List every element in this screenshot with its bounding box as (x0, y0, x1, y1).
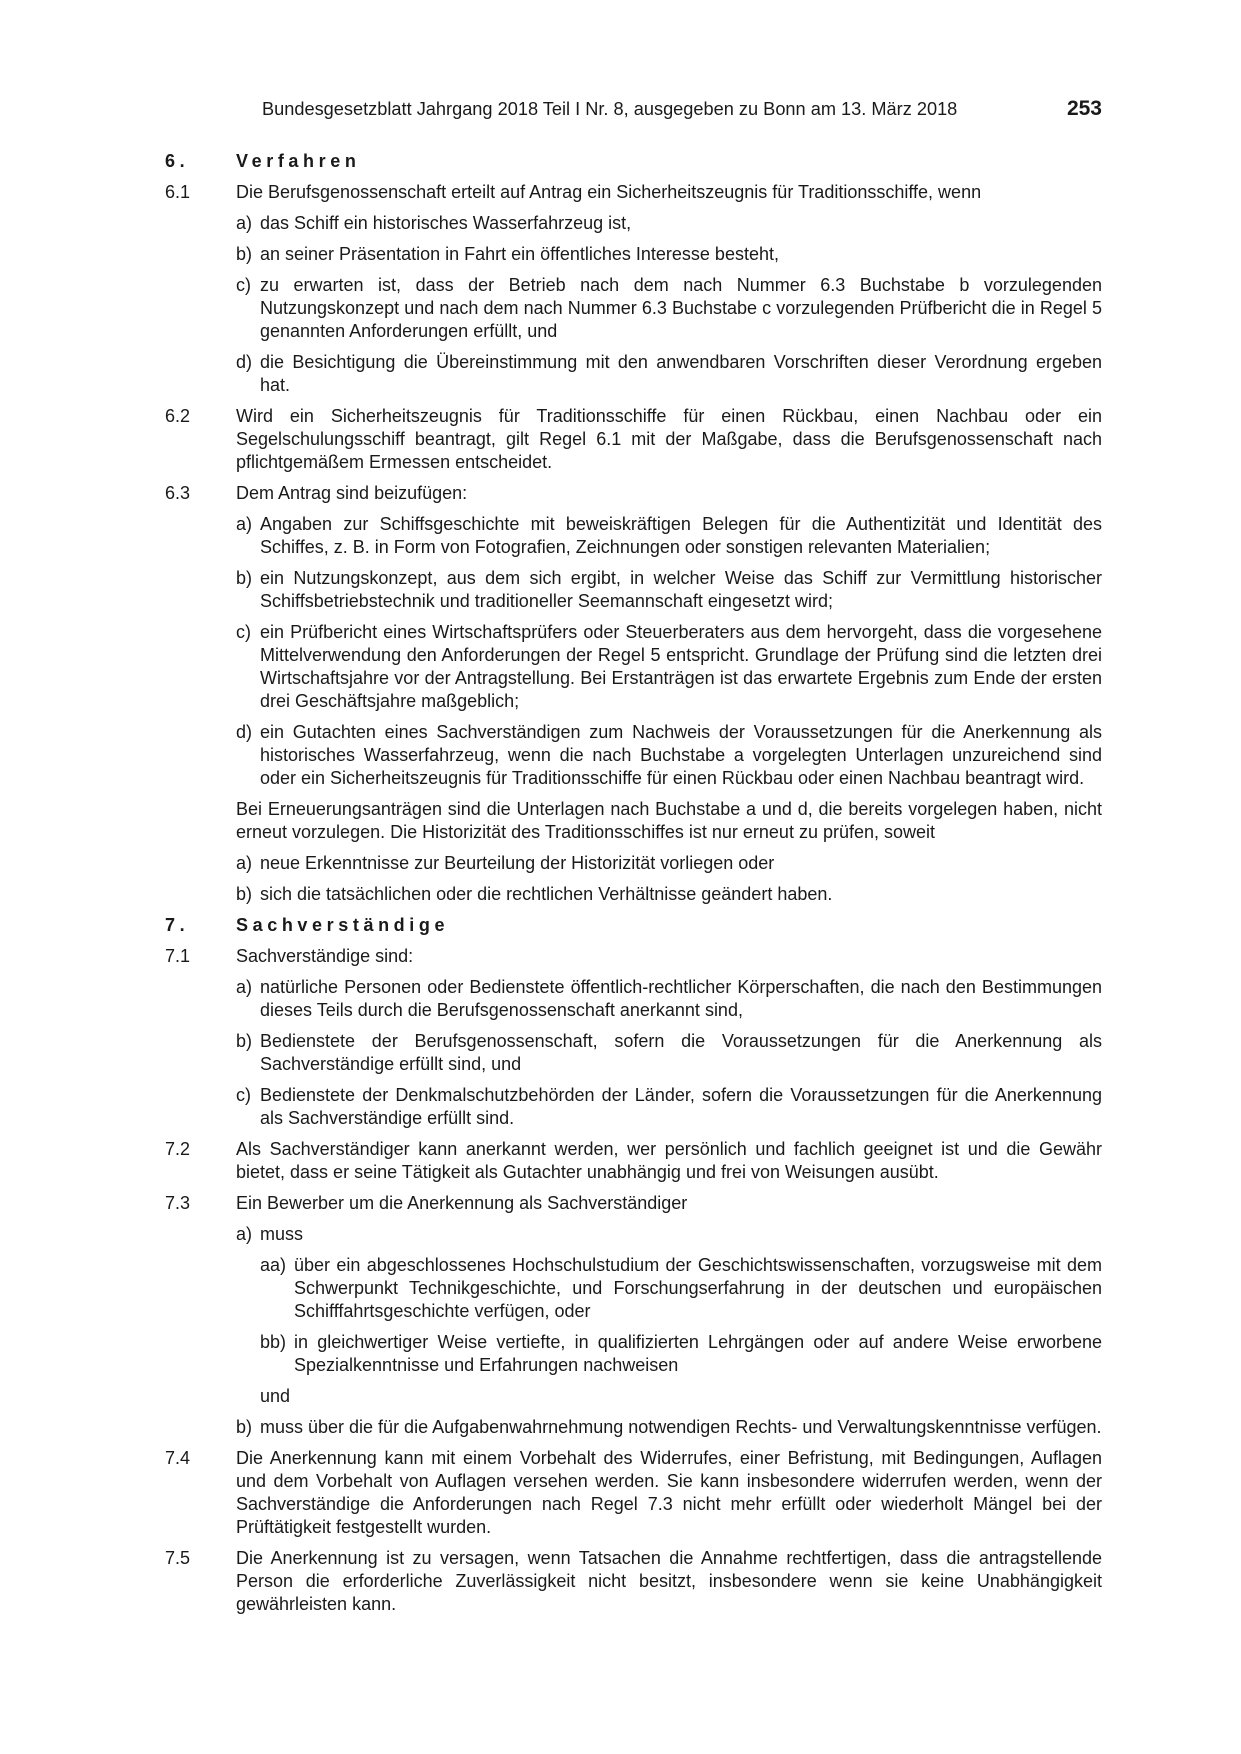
list-item (236, 274, 1102, 343)
list-item (236, 1084, 1102, 1130)
paragraph-7-1 (165, 945, 1102, 968)
list-label: a) (236, 977, 253, 997)
list-text: das Schiff ein historisches Wasserfahrzeug ist, (260, 213, 632, 233)
list-item (236, 1030, 1102, 1076)
section-7-heading (165, 914, 1102, 937)
paragraph-number: 6.3 (165, 483, 191, 503)
section-title: Sachverständige (236, 915, 450, 935)
list-item (236, 721, 1102, 790)
paragraph-text: Dem Antrag sind beizufügen: (236, 483, 468, 503)
paragraph-number: 7.1 (165, 946, 191, 966)
paragraph-text: Ein Bewerber um die Anerkennung als Sachverständiger (236, 1193, 688, 1213)
list-text: in gleichwertiger Weise vertiefte, in qualifizierten Lehrgängen oder auf andere Weise erworbene Spezialkenntnisse und Erfahrungen nachweisen (294, 1332, 1102, 1375)
list-text: an seiner Präsentation in Fahrt ein öffentliches Interesse besteht, (260, 244, 779, 264)
list-label: b) (236, 244, 253, 264)
paragraph-7-3 (165, 1192, 1102, 1215)
paragraph-6-2 (165, 405, 1102, 474)
section-title: Verfahren (236, 151, 361, 171)
list-item (236, 513, 1102, 559)
list-label: a) (236, 1224, 253, 1244)
paragraph-text: Sachverständige sind: (236, 946, 414, 966)
list-label: c) (236, 1085, 251, 1105)
list-label: a) (236, 853, 253, 873)
list-text: ein Nutzungskonzept, aus dem sich ergibt, in welcher Weise das Schiff zur Vermittlung historischer Schiffsbetriebstechnik und traditioneller Seemannschaft eingesetzt wird; (260, 568, 1102, 611)
list-label: b) (236, 884, 253, 904)
list-item (236, 852, 1102, 875)
list-text: Bedienstete der Berufsgenossenschaft, sofern die Voraussetzungen für die Anerkennung als Sachverständige erfüllt sind, und (260, 1031, 1102, 1074)
paragraph-text: Die Anerkennung ist zu versagen, wenn Tatsachen die Annahme rechtfertigen, dass die antragstellende Person die erforderliche Zuverlässigkeit nicht besitzt, insbesondere wenn sie keine Unabhängigkeit gewährleisten kann. (236, 1548, 1102, 1614)
section-6-heading (165, 150, 1102, 173)
list-text: ein Gutachten eines Sachverständigen zum Nachweis der Voraussetzungen für die Anerkennung als historisches Wasserfahrzeug, wenn die nach Buchstabe a vorgelegten Unterlagen unzureichend sind oder ein Sicherheitszeugnis für Traditionsschiffe für einen Rückbau oder einen Nachbau beantragt wird. (260, 722, 1102, 788)
paragraph-text: Die Berufsgenossenschaft erteilt auf Antrag ein Sicherheitszeugnis für Traditionsschiffe, wenn (236, 182, 982, 202)
list-label: d) (236, 722, 253, 742)
section-number: 7. (165, 915, 190, 935)
list-label: b) (236, 1031, 253, 1051)
list-label: a) (236, 514, 253, 534)
list-text: neue Erkenntnisse zur Beurteilung der Historizität vorliegen oder (260, 853, 775, 873)
list-item (236, 1416, 1102, 1439)
list-text: muss über die für die Aufgabenwahrnehmung notwendigen Rechts- und Verwaltungskenntnisse verfügen. (260, 1417, 1102, 1437)
paragraph-number: 7.3 (165, 1193, 191, 1213)
renewal-paragraph: Bei Erneuerungsanträgen sind die Unterlagen nach Buchstabe a und d, die bereits vorgelegen haben, nicht erneut vorzulegen. Die Historizität des Traditionsschiffes ist nur erneut zu prüfen, soweit (236, 799, 1102, 842)
paragraph-6-3 (165, 482, 1102, 505)
page-content (165, 150, 1102, 1624)
list-text: ein Prüfbericht eines Wirtschaftsprüfers oder Steuerberaters aus dem hervorgeht, dass die vorgesehene Mittelverwendung den Anforderungen der Regel 5 entspricht. Grundlage der Prüfung sind die letzten drei Wirtschaftsjahre vor der Antragstellung. Bei Erstanträgen ist das erwartete Ergebnis zum Ende der ersten drei Geschäftsjahre maßgeblich; (260, 622, 1102, 711)
list-label: b) (236, 1417, 253, 1437)
paragraph-number: 7.5 (165, 1548, 191, 1568)
conjunction-text: und (260, 1386, 291, 1406)
list-text: Angaben zur Schiffsgeschichte mit beweiskräftigen Belegen für die Authentizität und Identität des Schiffes, z. B. in Form von Fotografien, Zeichnungen oder sonstigen relevanten Materialien; (260, 514, 1102, 557)
paragraph-number: 6.1 (165, 182, 191, 202)
sub-list-item (260, 1254, 1102, 1323)
section-number: 6. (165, 151, 190, 171)
list-label: c) (236, 622, 251, 642)
paragraph-number: 7.4 (165, 1448, 191, 1468)
list-text: Bedienstete der Denkmalschutzbehörden der Länder, sofern die Voraussetzungen für die Anerkennung als Sachverständige erfüllt sind. (260, 1085, 1102, 1128)
list-item (236, 1223, 1102, 1246)
list-label: bb) (260, 1332, 287, 1352)
list-label: a) (236, 213, 253, 233)
list-item (236, 243, 1102, 266)
paragraph-text: Als Sachverständiger kann anerkannt werden, wer persönlich und fachlich geeignet ist und die Gewähr bietet, dass er seine Tätigkeit als Gutachter unabhängig und frei von Weisungen ausübt. (236, 1139, 1102, 1182)
paragraph-6-1 (165, 181, 1102, 204)
paragraph-7-2 (165, 1138, 1102, 1184)
list-item (236, 212, 1102, 235)
page-number: 253 (1066, 97, 1102, 120)
list-text: zu erwarten ist, dass der Betrieb nach dem nach Nummer 6.3 Buchstabe b vorzulegenden Nutzungskonzept und nach dem nach Nummer 6.3 Buchstabe c vorzulegenden Prüfbericht die in Regel 5 genannten Anforderungen erfüllt, und (260, 275, 1102, 341)
sub-list-item (260, 1331, 1102, 1377)
running-header: Bundesgesetzblatt Jahrgang 2018 Teil I Nr. 8, ausgegeben zu Bonn am 13. März 2018 (262, 99, 958, 119)
paragraph-number: 7.2 (165, 1139, 191, 1159)
list-label: c) (236, 275, 251, 295)
list-item (236, 883, 1102, 906)
list-label: aa) (260, 1255, 287, 1275)
list-item (236, 567, 1102, 613)
list-item (236, 976, 1102, 1022)
list-text: die Besichtigung die Übereinstimmung mit den anwendbaren Vorschriften dieser Verordnung ergeben hat. (260, 352, 1102, 395)
list-label: d) (236, 352, 253, 372)
list-text: über ein abgeschlossenes Hochschulstudium der Geschichtswissenschaften, vorzugsweise mit dem Schwerpunkt Technikgeschichte, und Forschungserfahrung in der deutschen und europäischen Schifffahrtsgeschichte verfügen, oder (294, 1255, 1102, 1321)
paragraph-7-5 (165, 1547, 1102, 1616)
paragraph-number: 6.2 (165, 406, 191, 426)
paragraph-text: Die Anerkennung kann mit einem Vorbehalt des Widerrufes, einer Befristung, mit Bedingungen, Auflagen und dem Vorbehalt von Auflagen versehen werden. Sie kann insbesondere widerrufen werden, wenn der Sachverständige die Anforderungen nach Regel 7.3 nicht mehr erfüllt oder wiederholt Mängel bei der Prüftätigkeit festgestellt wurden. (236, 1448, 1102, 1537)
list-item (236, 351, 1102, 397)
list-label: b) (236, 568, 253, 588)
list-text: sich die tatsächlichen oder die rechtlichen Verhältnisse geändert haben. (260, 884, 833, 904)
paragraph-text: Wird ein Sicherheitszeugnis für Traditionsschiffe für einen Rückbau, einen Nachbau oder ein Segelschulungsschiff beantragt, gilt Regel 6.1 mit der Maßgabe, dass die Berufsgenossenschaft nach pflichtgemäßem Ermessen entscheidet. (236, 406, 1102, 472)
list-text: muss (260, 1224, 304, 1244)
list-item (236, 621, 1102, 713)
paragraph-7-4 (165, 1447, 1102, 1539)
list-text: natürliche Personen oder Bedienstete öffentlich-rechtlicher Körperschaften, die nach den Bestimmungen dieses Teils durch die Berufsgenossenschaft anerkannt sind, (260, 977, 1102, 1020)
